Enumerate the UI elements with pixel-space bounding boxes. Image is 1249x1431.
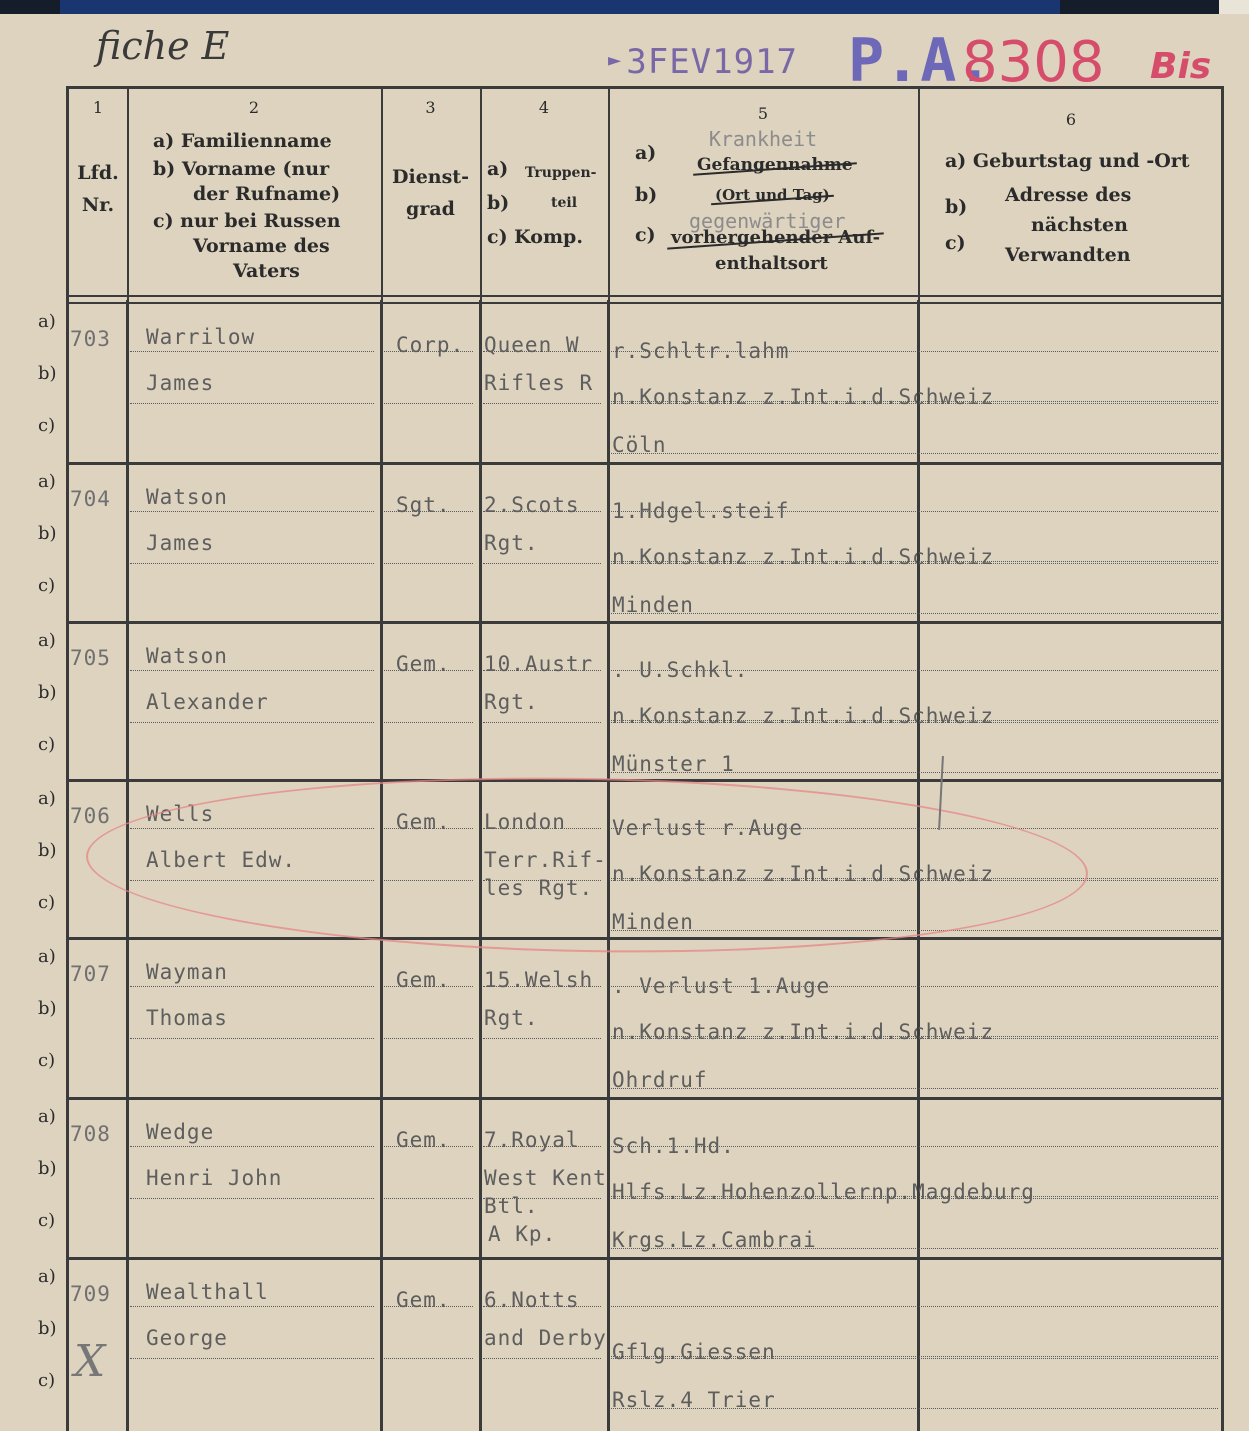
dotted-line: [130, 1038, 374, 1039]
col5-line-b: n.Konstanz z.Int.i.d.Schweiz: [612, 545, 995, 569]
entry-number: 703: [70, 327, 111, 351]
pa-stamp: P.A.: [848, 26, 993, 96]
col3-label-2: grad: [406, 198, 455, 220]
dotted-line: [384, 1038, 473, 1039]
entry-number: 709: [70, 1282, 111, 1306]
col5-number: 5: [757, 104, 769, 123]
col2-label-c1: c) nur bei Russen: [153, 210, 341, 232]
first-name: Alexander: [146, 690, 269, 714]
col5-line-c: Minden: [612, 593, 694, 617]
col4-label-teil: teil: [551, 195, 578, 211]
col6-label-naechsten: nächsten: [1031, 214, 1128, 236]
col5-line-c: Münster 1: [612, 752, 735, 776]
col5-label-aufenth: enthaltsort: [715, 253, 828, 274]
unit-line-2: West Kent: [484, 1166, 607, 1190]
side-label: b): [38, 840, 57, 861]
unit-line-1: London: [484, 810, 566, 834]
col1-label-1: Lfd.: [77, 162, 119, 184]
first-name: James: [146, 531, 215, 555]
col5-line-c: Krgs.Lz.Cambrai: [612, 1228, 817, 1252]
unit-line-2: Rgt.: [484, 1006, 539, 1030]
dotted-line: [611, 453, 1218, 454]
dotted-line: [130, 1358, 374, 1359]
col5-line-b: n.Konstanz z.Int.i.d.Schweiz: [612, 1020, 995, 1044]
dotted-line: [130, 1306, 374, 1307]
surname: Wealthall: [146, 1280, 269, 1304]
col6-label-a: a) Geburtstag und -Ort: [945, 150, 1190, 172]
col5-line-a: 1.Hdgel.steif: [612, 499, 790, 523]
side-label: b): [38, 998, 57, 1019]
col6-label-b: b): [945, 196, 968, 218]
col2-number: 2: [248, 98, 260, 117]
unit-line-1: 2.Scots: [484, 493, 580, 517]
col5-label-krankheit: Krankheit: [708, 127, 818, 151]
col4-label-a: a): [487, 158, 509, 180]
dotted-line: [130, 511, 374, 512]
dotted-line: [130, 986, 374, 987]
col5-line-b: n.Konstanz z.Int.i.d.Schweiz: [612, 862, 995, 886]
col6-label-c: c): [945, 232, 966, 254]
col2-label-c3: Vaters: [233, 260, 300, 282]
side-label: b): [38, 363, 57, 384]
dotted-line: [130, 670, 374, 671]
number-stamp: 8308: [962, 30, 1105, 95]
rank: Corp.: [396, 333, 465, 357]
first-name: Albert Edw.: [146, 848, 297, 872]
date-stamp: ► 3FEV1917: [608, 42, 799, 82]
col5-line-c: Rslz.4 Trier: [612, 1388, 776, 1412]
side-label: a): [38, 311, 56, 332]
col5-line-a: r.Schltr.lahm: [612, 339, 790, 363]
side-label: c): [38, 415, 56, 436]
unit-line-1: 6.Notts: [484, 1288, 580, 1312]
unit-line-1: 15.Welsh: [484, 968, 594, 992]
unit-line-2: and Derby: [484, 1326, 607, 1350]
dotted-line: [611, 613, 1218, 614]
side-label: b): [38, 1158, 57, 1179]
col5-label-a: a): [635, 142, 657, 164]
surname: Wedge: [146, 1120, 215, 1144]
rank: Sgt.: [396, 493, 451, 517]
col6-number: 6: [1065, 110, 1077, 129]
col4-label-truppen: Truppen-: [525, 165, 597, 181]
unit-line-2: Rgt.: [484, 531, 539, 555]
side-label: c): [38, 892, 56, 913]
col6-label-adresse: Adresse des: [1005, 184, 1132, 206]
col1-number: 1: [92, 98, 104, 117]
col5-line-b: Hlfs.Lz.Hohenzollernp.Magdeburg: [612, 1180, 1035, 1204]
x-mark: X: [74, 1336, 106, 1387]
first-name: Thomas: [146, 1006, 228, 1030]
dotted-line: [130, 1146, 374, 1147]
side-label: c): [38, 1370, 56, 1391]
side-label: c): [38, 575, 56, 596]
unit-line-2: Terr.Rif-: [484, 848, 607, 872]
side-label: c): [38, 1050, 56, 1071]
side-label: b): [38, 682, 57, 703]
side-label: a): [38, 1106, 56, 1127]
col5-label-c: c): [635, 224, 656, 246]
entry-number: 707: [70, 962, 111, 986]
dotted-line: [483, 1358, 601, 1359]
row-divider: [66, 1257, 1224, 1260]
unit-line-1: Queen W: [484, 333, 580, 357]
dotted-line: [384, 1358, 473, 1359]
entry-number: 708: [70, 1122, 111, 1146]
col4-label-b: b): [487, 192, 510, 214]
dotted-line: [483, 722, 601, 723]
top-scan-edge: [0, 0, 1249, 14]
surname: Watson: [146, 644, 228, 668]
col6-label-verwandten: Verwandten: [1005, 244, 1131, 266]
col2-label-a: a) Familienname: [153, 130, 332, 152]
row-divider: [66, 1097, 1224, 1100]
dotted-line: [384, 722, 473, 723]
col5-line-b: n.Konstanz z.Int.i.d.Schweiz: [612, 704, 995, 728]
surname: Wells: [146, 802, 215, 826]
col5-line-a: Sch.1.Hd.: [612, 1134, 735, 1158]
bis-stamp: Bis: [1150, 46, 1212, 87]
col5-label-ort-tag: (Ort und Tag): [715, 183, 830, 208]
rank: Gem.: [396, 652, 451, 676]
col5-line-a: Verlust r.Auge: [612, 816, 804, 840]
col5-line-c: Ohrdruf: [612, 1068, 708, 1092]
col2-label-c2: Vorname des: [193, 235, 330, 257]
unit-line-2: Rgt.: [484, 690, 539, 714]
dotted-line: [384, 563, 473, 564]
unit-line-4: A Kp.: [488, 1222, 557, 1246]
surname: Wayman: [146, 960, 228, 984]
surname: Watson: [146, 485, 228, 509]
col5-label-vorher: vorhergehender Auf-: [671, 225, 880, 250]
dotted-line: [130, 351, 374, 352]
handwritten-note: fiche E: [96, 24, 230, 68]
side-label: b): [38, 1318, 57, 1339]
col5-line-c: Cöln: [612, 433, 667, 457]
row-divider: [66, 462, 1224, 465]
col5-line-c: Minden: [612, 910, 694, 934]
side-label: a): [38, 630, 56, 651]
unit-line-1: 7.Royal: [484, 1128, 580, 1152]
dotted-line: [130, 1198, 374, 1199]
side-label: c): [38, 734, 56, 755]
entry-number: 705: [70, 646, 111, 670]
col5-line-b: Gflg.Giessen: [612, 1340, 776, 1364]
side-label: a): [38, 946, 56, 967]
col5-label-gefangen: Gefangennahme: [697, 153, 853, 178]
side-label: a): [38, 1266, 56, 1287]
col2-label-b2: der Rufname): [193, 183, 341, 205]
col5-label-b: b): [635, 184, 658, 206]
first-name: Henri John: [146, 1166, 283, 1190]
first-name: James: [146, 371, 215, 395]
row-divider: [66, 621, 1224, 624]
side-label: c): [38, 1210, 56, 1231]
dotted-line: [384, 403, 473, 404]
col3-label-1: Dienst-: [392, 166, 469, 188]
dotted-line: [130, 563, 374, 564]
first-name: George: [146, 1326, 228, 1350]
dotted-line: [483, 403, 601, 404]
dotted-line: [483, 1038, 601, 1039]
col4-number: 4: [538, 98, 550, 117]
dotted-line: [611, 1306, 1218, 1307]
surname: Warrilow: [146, 325, 256, 349]
side-label: a): [38, 788, 56, 809]
rank: Gem.: [396, 810, 451, 834]
col5-line-b: n.Konstanz z.Int.i.d.Schweiz: [612, 385, 995, 409]
unit-line-1: 10.Austr: [484, 652, 594, 676]
col5-line-a: . Verlust 1.Auge: [612, 974, 831, 998]
unit-line-3: les Rgt.: [484, 876, 594, 900]
col5-line-a: . U.Schkl.: [612, 658, 749, 682]
side-label: b): [38, 523, 57, 544]
arrow-icon: ►: [608, 48, 623, 73]
entry-number: 706: [70, 804, 111, 828]
entry-number: 704: [70, 487, 111, 511]
dotted-line: [483, 563, 601, 564]
rank: Gem.: [396, 968, 451, 992]
col4-label-c: c) Komp.: [487, 226, 583, 248]
col5-label-gegenw: gegenwärtiger: [689, 209, 846, 233]
dotted-line: [130, 722, 374, 723]
rank: Gem.: [396, 1288, 451, 1312]
col1-label-2: Nr.: [81, 194, 115, 216]
unit-line-2: Rifles R: [484, 371, 594, 395]
col3-number: 3: [425, 98, 436, 117]
col2-label-b1: b) Vorname (nur: [153, 158, 330, 180]
side-label: a): [38, 471, 56, 492]
rank: Gem.: [396, 1128, 451, 1152]
unit-line-3: Btl.: [484, 1194, 539, 1218]
dotted-line: [130, 403, 374, 404]
dotted-line: [384, 1198, 473, 1199]
